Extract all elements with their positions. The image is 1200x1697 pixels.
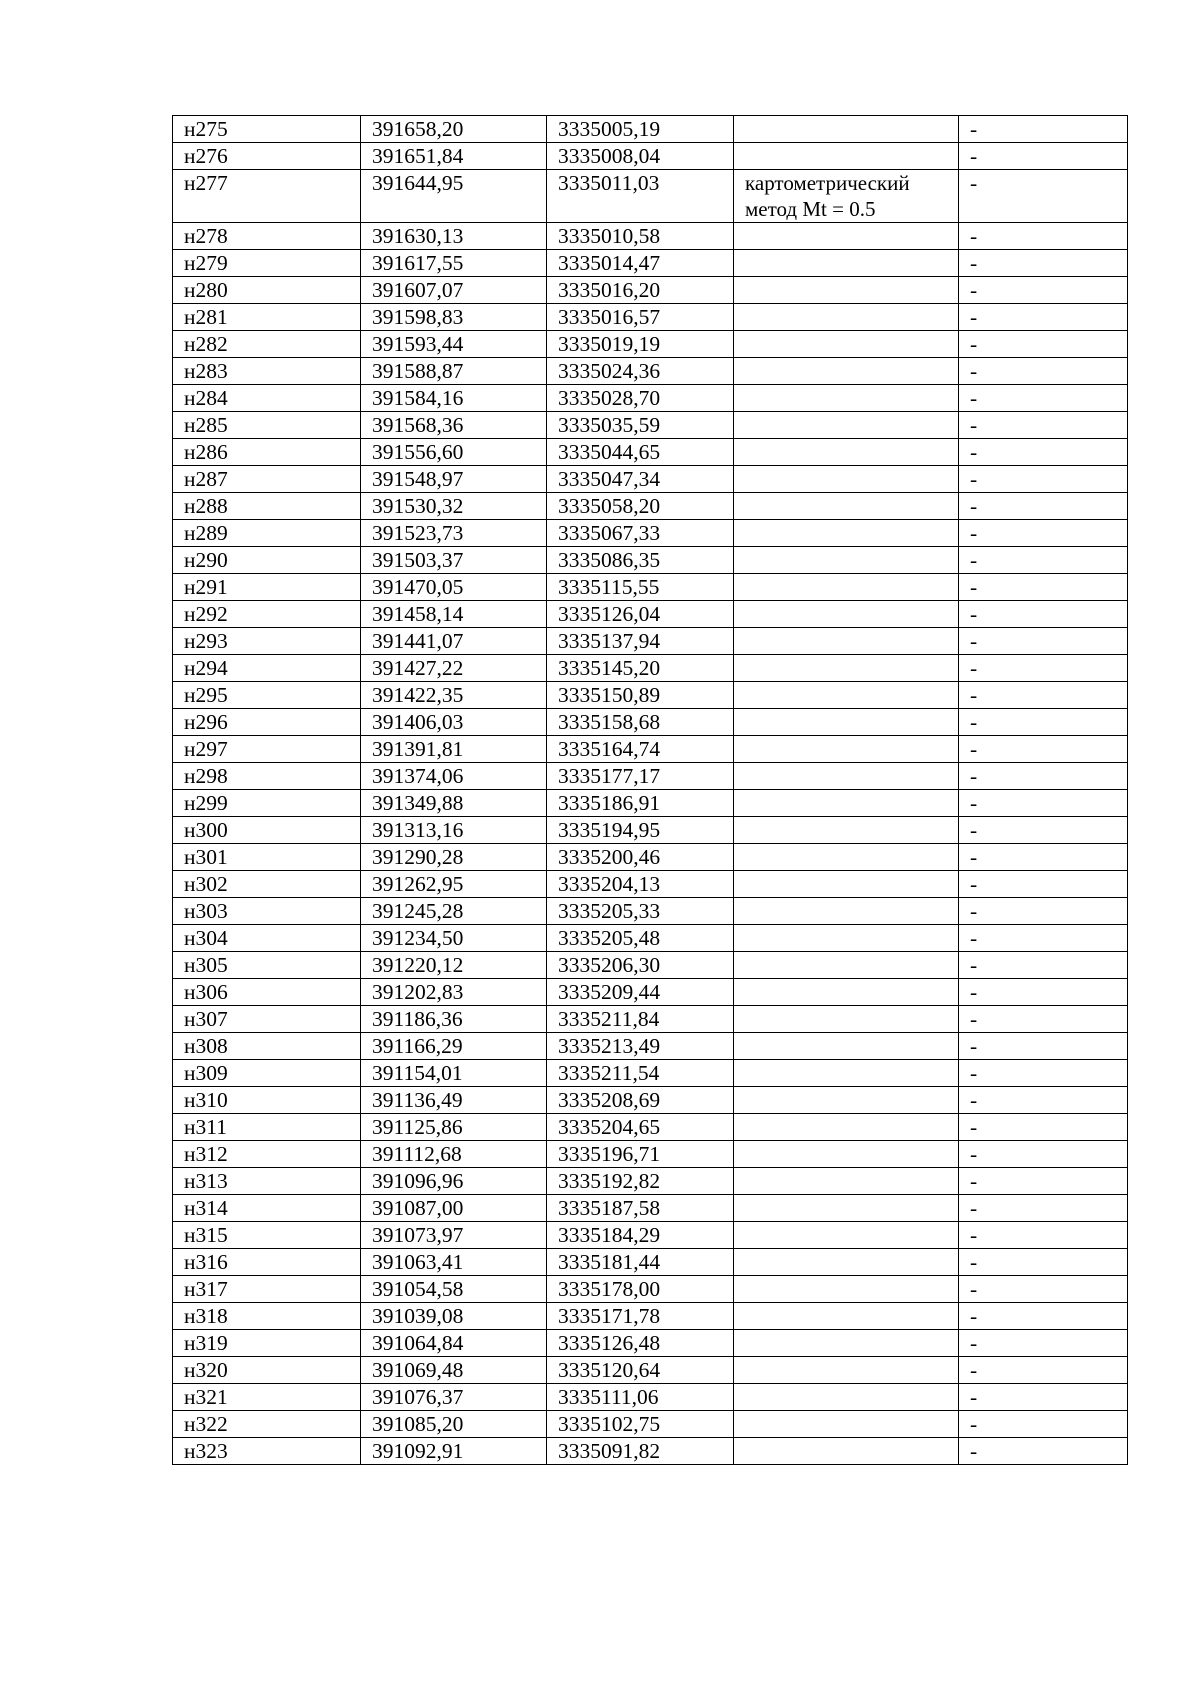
table-row (173, 493, 1128, 520)
method-cell (734, 385, 959, 412)
x-coordinate-cell: 391186,36 (361, 1006, 547, 1033)
note-cell: - (959, 763, 1128, 790)
note-cell: - (959, 466, 1128, 493)
y-coordinate-cell: 3335181,44 (547, 1249, 734, 1276)
point-cell: н282 (173, 331, 361, 358)
point-cell: н316 (173, 1249, 361, 1276)
note-cell: - (959, 277, 1128, 304)
y-coordinate-cell: 3335091,82 (547, 1438, 734, 1465)
x-coordinate-cell: 391092,91 (361, 1438, 547, 1465)
note-cell: - (959, 979, 1128, 1006)
point-cell: н279 (173, 250, 361, 277)
y-coordinate-cell: 3335187,58 (547, 1195, 734, 1222)
point-cell: н299 (173, 790, 361, 817)
table-row (173, 358, 1128, 385)
y-coordinate-cell: 3335209,44 (547, 979, 734, 1006)
x-coordinate-cell: 391427,22 (361, 655, 547, 682)
point-cell: н291 (173, 574, 361, 601)
y-coordinate-cell: 3335120,64 (547, 1357, 734, 1384)
table-row (173, 952, 1128, 979)
note-cell: - (959, 1114, 1128, 1141)
y-coordinate-cell: 3335126,48 (547, 1330, 734, 1357)
point-cell: н303 (173, 898, 361, 925)
table-row (173, 1141, 1128, 1168)
y-coordinate-cell: 3335016,57 (547, 304, 734, 331)
y-coordinate-cell: 3335126,04 (547, 601, 734, 628)
point-cell: н288 (173, 493, 361, 520)
table-row (173, 1330, 1128, 1357)
table-row (173, 709, 1128, 736)
point-cell: н311 (173, 1114, 361, 1141)
method-cell (734, 358, 959, 385)
note-cell: - (959, 1357, 1128, 1384)
table-row (173, 817, 1128, 844)
x-coordinate-cell: 391470,05 (361, 574, 547, 601)
note-cell: - (959, 493, 1128, 520)
note-cell: - (959, 223, 1128, 250)
note-cell: - (959, 439, 1128, 466)
table-row (173, 1276, 1128, 1303)
point-cell: н304 (173, 925, 361, 952)
note-cell: - (959, 358, 1128, 385)
y-coordinate-cell: 3335196,71 (547, 1141, 734, 1168)
point-cell: н293 (173, 628, 361, 655)
table-row (173, 304, 1128, 331)
x-coordinate-cell: 391630,13 (361, 223, 547, 250)
y-coordinate-cell: 3335205,48 (547, 925, 734, 952)
note-cell: - (959, 1060, 1128, 1087)
method-cell (734, 143, 959, 170)
point-cell: н283 (173, 358, 361, 385)
note-cell: - (959, 574, 1128, 601)
x-coordinate-cell: 391087,00 (361, 1195, 547, 1222)
note-cell: - (959, 1087, 1128, 1114)
y-coordinate-cell: 3335145,20 (547, 655, 734, 682)
note-cell: - (959, 709, 1128, 736)
point-cell: н313 (173, 1168, 361, 1195)
table-row (173, 1168, 1128, 1195)
note-cell: - (959, 1438, 1128, 1465)
note-cell: - (959, 170, 1128, 223)
method-cell (734, 1033, 959, 1060)
point-cell: н292 (173, 601, 361, 628)
method-cell (734, 1303, 959, 1330)
x-coordinate-cell: 391220,12 (361, 952, 547, 979)
note-cell: - (959, 1141, 1128, 1168)
y-coordinate-cell: 3335178,00 (547, 1276, 734, 1303)
point-cell: н319 (173, 1330, 361, 1357)
table-row (173, 736, 1128, 763)
x-coordinate-cell: 391349,88 (361, 790, 547, 817)
method-cell (734, 277, 959, 304)
point-cell: н301 (173, 844, 361, 871)
x-coordinate-cell: 391598,83 (361, 304, 547, 331)
table-row (173, 898, 1128, 925)
y-coordinate-cell: 3335213,49 (547, 1033, 734, 1060)
y-coordinate-cell: 3335086,35 (547, 547, 734, 574)
table-row (173, 871, 1128, 898)
method-cell (734, 817, 959, 844)
y-coordinate-cell: 3335177,17 (547, 763, 734, 790)
method-cell (734, 439, 959, 466)
x-coordinate-cell: 391073,97 (361, 1222, 547, 1249)
y-coordinate-cell: 3335150,89 (547, 682, 734, 709)
method-cell (734, 763, 959, 790)
point-cell: н310 (173, 1087, 361, 1114)
y-coordinate-cell: 3335016,20 (547, 277, 734, 304)
method-cell (734, 1330, 959, 1357)
note-cell: - (959, 1033, 1128, 1060)
y-coordinate-cell: 3335115,55 (547, 574, 734, 601)
method-cell (734, 250, 959, 277)
y-coordinate-cell: 3335010,58 (547, 223, 734, 250)
x-coordinate-cell: 391658,20 (361, 116, 547, 143)
x-coordinate-cell: 391548,97 (361, 466, 547, 493)
method-cell (734, 1411, 959, 1438)
table-row (173, 277, 1128, 304)
table-row (173, 574, 1128, 601)
table-row (173, 628, 1128, 655)
table-row (173, 1411, 1128, 1438)
coordinates-table-body (173, 116, 1128, 1465)
coordinates-table (172, 115, 1128, 1465)
y-coordinate-cell: 3335019,19 (547, 331, 734, 358)
point-cell: н290 (173, 547, 361, 574)
point-cell: н296 (173, 709, 361, 736)
method-cell: картометрический метод Mt = 0.5 (734, 170, 959, 223)
table-row (173, 170, 1128, 223)
note-cell: - (959, 655, 1128, 682)
table-row (173, 331, 1128, 358)
point-cell: н286 (173, 439, 361, 466)
method-cell (734, 844, 959, 871)
note-cell: - (959, 412, 1128, 439)
point-cell: н322 (173, 1411, 361, 1438)
note-cell: - (959, 1330, 1128, 1357)
table-row (173, 1060, 1128, 1087)
table-row (173, 1087, 1128, 1114)
x-coordinate-cell: 391290,28 (361, 844, 547, 871)
table-row (173, 790, 1128, 817)
point-cell: н317 (173, 1276, 361, 1303)
table-row (173, 1114, 1128, 1141)
x-coordinate-cell: 391651,84 (361, 143, 547, 170)
table-row (173, 1303, 1128, 1330)
method-cell (734, 898, 959, 925)
x-coordinate-cell: 391458,14 (361, 601, 547, 628)
method-cell (734, 1438, 959, 1465)
method-cell (734, 871, 959, 898)
x-coordinate-cell: 391584,16 (361, 385, 547, 412)
method-cell (734, 655, 959, 682)
y-coordinate-cell: 3335184,29 (547, 1222, 734, 1249)
y-coordinate-cell: 3335211,54 (547, 1060, 734, 1087)
point-cell: н297 (173, 736, 361, 763)
table-row (173, 1357, 1128, 1384)
point-cell: н280 (173, 277, 361, 304)
note-cell: - (959, 143, 1128, 170)
point-cell: н308 (173, 1033, 361, 1060)
note-cell: - (959, 385, 1128, 412)
x-coordinate-cell: 391069,48 (361, 1357, 547, 1384)
method-cell (734, 223, 959, 250)
x-coordinate-cell: 391202,83 (361, 979, 547, 1006)
table-row (173, 1006, 1128, 1033)
table-row (173, 1438, 1128, 1465)
note-cell: - (959, 898, 1128, 925)
y-coordinate-cell: 3335067,33 (547, 520, 734, 547)
table-row (173, 250, 1128, 277)
note-cell: - (959, 1168, 1128, 1195)
y-coordinate-cell: 3335208,69 (547, 1087, 734, 1114)
y-coordinate-cell: 3335024,36 (547, 358, 734, 385)
method-cell (734, 709, 959, 736)
x-coordinate-cell: 391136,49 (361, 1087, 547, 1114)
note-cell: - (959, 601, 1128, 628)
y-coordinate-cell: 3335205,33 (547, 898, 734, 925)
x-coordinate-cell: 391313,16 (361, 817, 547, 844)
y-coordinate-cell: 3335206,30 (547, 952, 734, 979)
x-coordinate-cell: 391568,36 (361, 412, 547, 439)
table-row (173, 466, 1128, 493)
y-coordinate-cell: 3335164,74 (547, 736, 734, 763)
point-cell: н295 (173, 682, 361, 709)
note-cell: - (959, 116, 1128, 143)
y-coordinate-cell: 3335005,19 (547, 116, 734, 143)
y-coordinate-cell: 3335204,65 (547, 1114, 734, 1141)
point-cell: н306 (173, 979, 361, 1006)
y-coordinate-cell: 3335111,06 (547, 1384, 734, 1411)
table-row (173, 385, 1128, 412)
note-cell: - (959, 1276, 1128, 1303)
table-row (173, 412, 1128, 439)
method-cell (734, 412, 959, 439)
method-cell (734, 1006, 959, 1033)
table-row (173, 682, 1128, 709)
method-cell (734, 601, 959, 628)
note-cell: - (959, 304, 1128, 331)
method-cell (734, 331, 959, 358)
table-row (173, 601, 1128, 628)
method-cell (734, 682, 959, 709)
method-cell (734, 1195, 959, 1222)
method-cell (734, 1060, 959, 1087)
y-coordinate-cell: 3335204,13 (547, 871, 734, 898)
x-coordinate-cell: 391064,84 (361, 1330, 547, 1357)
note-cell: - (959, 736, 1128, 763)
point-cell: н278 (173, 223, 361, 250)
table-row (173, 143, 1128, 170)
table-row (173, 979, 1128, 1006)
y-coordinate-cell: 3335211,84 (547, 1006, 734, 1033)
x-coordinate-cell: 391262,95 (361, 871, 547, 898)
x-coordinate-cell: 391166,29 (361, 1033, 547, 1060)
table-row (173, 1195, 1128, 1222)
x-coordinate-cell: 391644,95 (361, 170, 547, 223)
method-cell (734, 1087, 959, 1114)
y-coordinate-cell: 3335102,75 (547, 1411, 734, 1438)
table-row (173, 547, 1128, 574)
point-cell: н300 (173, 817, 361, 844)
table-row (173, 520, 1128, 547)
method-cell (734, 1384, 959, 1411)
point-cell: н277 (173, 170, 361, 223)
note-cell: - (959, 1249, 1128, 1276)
y-coordinate-cell: 3335186,91 (547, 790, 734, 817)
x-coordinate-cell: 391406,03 (361, 709, 547, 736)
x-coordinate-cell: 391076,37 (361, 1384, 547, 1411)
point-cell: н323 (173, 1438, 361, 1465)
y-coordinate-cell: 3335171,78 (547, 1303, 734, 1330)
note-cell: - (959, 682, 1128, 709)
y-coordinate-cell: 3335200,46 (547, 844, 734, 871)
point-cell: н315 (173, 1222, 361, 1249)
y-coordinate-cell: 3335158,68 (547, 709, 734, 736)
method-cell (734, 736, 959, 763)
x-coordinate-cell: 391154,01 (361, 1060, 547, 1087)
x-coordinate-cell: 391617,55 (361, 250, 547, 277)
point-cell: н281 (173, 304, 361, 331)
y-coordinate-cell: 3335044,65 (547, 439, 734, 466)
point-cell: н298 (173, 763, 361, 790)
note-cell: - (959, 331, 1128, 358)
point-cell: н275 (173, 116, 361, 143)
x-coordinate-cell: 391096,96 (361, 1168, 547, 1195)
x-coordinate-cell: 391588,87 (361, 358, 547, 385)
point-cell: н307 (173, 1006, 361, 1033)
point-cell: н309 (173, 1060, 361, 1087)
method-cell (734, 1222, 959, 1249)
note-cell: - (959, 1006, 1128, 1033)
method-cell (734, 790, 959, 817)
x-coordinate-cell: 391245,28 (361, 898, 547, 925)
method-cell (734, 628, 959, 655)
x-coordinate-cell: 391503,37 (361, 547, 547, 574)
note-cell: - (959, 250, 1128, 277)
y-coordinate-cell: 3335011,03 (547, 170, 734, 223)
point-cell: н285 (173, 412, 361, 439)
table-row (173, 1222, 1128, 1249)
method-cell (734, 925, 959, 952)
note-cell: - (959, 1195, 1128, 1222)
table-row (173, 925, 1128, 952)
method-cell (734, 1114, 959, 1141)
y-coordinate-cell: 3335014,47 (547, 250, 734, 277)
x-coordinate-cell: 391374,06 (361, 763, 547, 790)
y-coordinate-cell: 3335058,20 (547, 493, 734, 520)
note-cell: - (959, 817, 1128, 844)
note-cell: - (959, 844, 1128, 871)
x-coordinate-cell: 391112,68 (361, 1141, 547, 1168)
table-row (173, 1249, 1128, 1276)
method-cell (734, 304, 959, 331)
x-coordinate-cell: 391607,07 (361, 277, 547, 304)
note-cell: - (959, 520, 1128, 547)
y-coordinate-cell: 3335035,59 (547, 412, 734, 439)
x-coordinate-cell: 391054,58 (361, 1276, 547, 1303)
note-cell: - (959, 925, 1128, 952)
y-coordinate-cell: 3335137,94 (547, 628, 734, 655)
note-cell: - (959, 1303, 1128, 1330)
x-coordinate-cell: 391441,07 (361, 628, 547, 655)
point-cell: н287 (173, 466, 361, 493)
table-row (173, 223, 1128, 250)
x-coordinate-cell: 391063,41 (361, 1249, 547, 1276)
x-coordinate-cell: 391039,08 (361, 1303, 547, 1330)
x-coordinate-cell: 391085,20 (361, 1411, 547, 1438)
method-cell (734, 1141, 959, 1168)
note-cell: - (959, 1384, 1128, 1411)
method-cell (734, 116, 959, 143)
note-cell: - (959, 790, 1128, 817)
y-coordinate-cell: 3335192,82 (547, 1168, 734, 1195)
note-cell: - (959, 547, 1128, 574)
x-coordinate-cell: 391556,60 (361, 439, 547, 466)
method-cell (734, 1276, 959, 1303)
point-cell: н294 (173, 655, 361, 682)
method-cell (734, 574, 959, 601)
note-cell: - (959, 1411, 1128, 1438)
x-coordinate-cell: 391234,50 (361, 925, 547, 952)
point-cell: н312 (173, 1141, 361, 1168)
x-coordinate-cell: 391523,73 (361, 520, 547, 547)
method-cell (734, 1357, 959, 1384)
x-coordinate-cell: 391125,86 (361, 1114, 547, 1141)
x-coordinate-cell: 391391,81 (361, 736, 547, 763)
table-row (173, 655, 1128, 682)
y-coordinate-cell: 3335008,04 (547, 143, 734, 170)
method-cell (734, 466, 959, 493)
table-row (173, 439, 1128, 466)
method-cell (734, 520, 959, 547)
table-row (173, 1384, 1128, 1411)
note-cell: - (959, 871, 1128, 898)
note-cell: - (959, 952, 1128, 979)
x-coordinate-cell: 391422,35 (361, 682, 547, 709)
y-coordinate-cell: 3335028,70 (547, 385, 734, 412)
y-coordinate-cell: 3335194,95 (547, 817, 734, 844)
table-row (173, 1033, 1128, 1060)
method-cell (734, 1249, 959, 1276)
point-cell: н305 (173, 952, 361, 979)
table-row (173, 763, 1128, 790)
method-cell (734, 1168, 959, 1195)
point-cell: н284 (173, 385, 361, 412)
method-cell (734, 493, 959, 520)
y-coordinate-cell: 3335047,34 (547, 466, 734, 493)
note-cell: - (959, 1222, 1128, 1249)
point-cell: н314 (173, 1195, 361, 1222)
table-row (173, 116, 1128, 143)
method-cell (734, 979, 959, 1006)
point-cell: н321 (173, 1384, 361, 1411)
table-row (173, 844, 1128, 871)
point-cell: н318 (173, 1303, 361, 1330)
point-cell: н276 (173, 143, 361, 170)
x-coordinate-cell: 391593,44 (361, 331, 547, 358)
method-cell (734, 952, 959, 979)
x-coordinate-cell: 391530,32 (361, 493, 547, 520)
note-cell: - (959, 628, 1128, 655)
method-cell (734, 547, 959, 574)
point-cell: н320 (173, 1357, 361, 1384)
point-cell: н302 (173, 871, 361, 898)
point-cell: н289 (173, 520, 361, 547)
